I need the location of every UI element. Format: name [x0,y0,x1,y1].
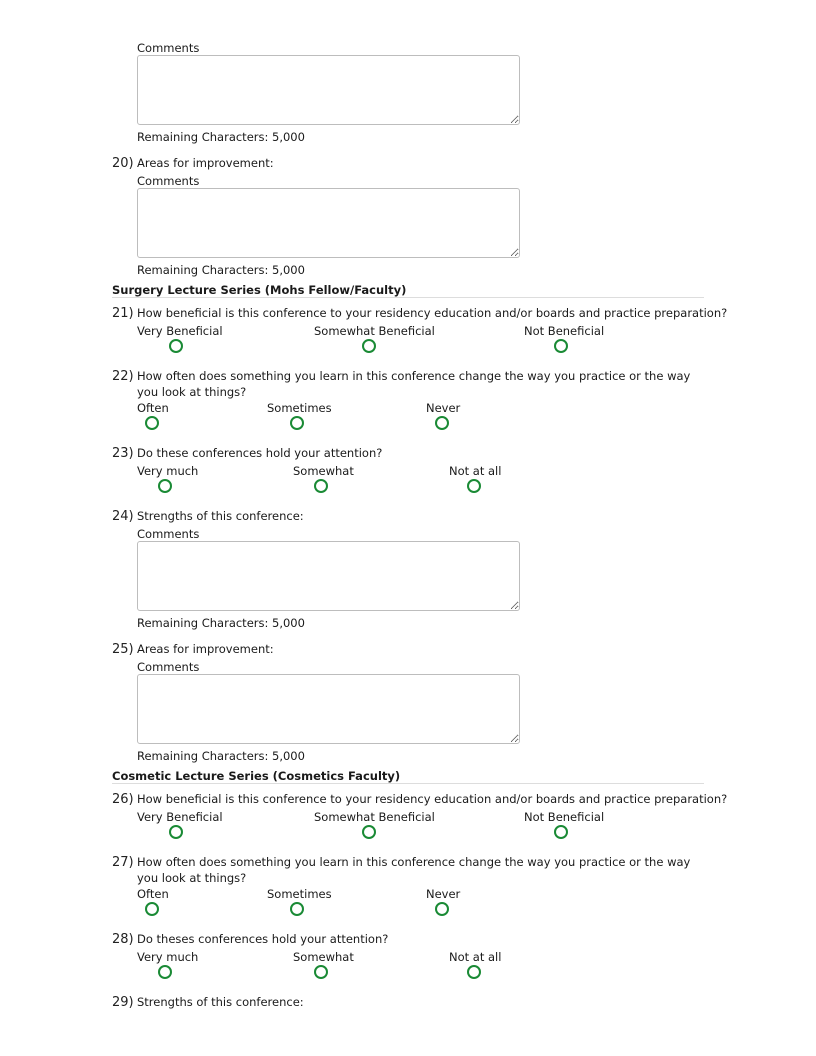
q23-radio-very-much[interactable] [158,479,172,493]
q28-option-label-1: Very much [137,950,199,964]
q27-radio-sometimes[interactable] [290,902,304,916]
q22-option-label-1: Often [137,401,169,415]
q23-option-label-1: Very much [137,464,199,478]
q23-text: Do these conferences hold your attention? [137,446,383,460]
q27-radio-often[interactable] [145,902,159,916]
section-divider [112,783,704,784]
q28-radio-somewhat[interactable] [314,965,328,979]
q24-number: 24) [112,509,134,524]
q25-comments-textarea[interactable] [137,674,520,744]
remaining-characters: Remaining Characters: 5,000 [137,130,305,144]
q20-number: 20) [112,156,134,171]
q23-radio-somewhat[interactable] [314,479,328,493]
q26-text: How beneficial is this conference to your residency education and/or boards and practice preparation? [137,792,728,806]
q21-radio-somewhat-beneficial[interactable] [362,339,376,353]
remaining-characters: Remaining Characters: 5,000 [137,263,305,277]
q23-radio-not-at-all[interactable] [467,479,481,493]
q23-number: 23) [112,446,134,461]
comments-label: Comments [137,527,200,541]
q27-option-label-1: Often [137,887,169,901]
q29-text: Strengths of this conference: [137,995,304,1009]
q25-text: Areas for improvement: [137,642,274,656]
q26-radio-very-beneficial[interactable] [169,825,183,839]
comments-label: Comments [137,41,200,55]
q28-radio-very-much[interactable] [158,965,172,979]
q24-text: Strengths of this conference: [137,509,304,523]
q26-radio-somewhat-beneficial[interactable] [362,825,376,839]
q21-option-label-2: Somewhat Beneficial [314,324,435,338]
q21-radio-not-beneficial[interactable] [554,339,568,353]
q28-text: Do theses conferences hold your attention? [137,932,389,946]
q22-option-label-2: Sometimes [267,401,332,415]
q22-number: 22) [112,369,134,384]
q21-radio-very-beneficial[interactable] [169,339,183,353]
q21-text: How beneficial is this conference to your residency education and/or boards and practice preparation? [137,306,728,320]
comments-label: Comments [137,660,200,674]
remaining-characters: Remaining Characters: 5,000 [137,749,305,763]
q26-option-label-3: Not Beneficial [524,810,605,824]
q22-option-label-3: Never [426,401,461,415]
q22-radio-often[interactable] [145,416,159,430]
q27-text: How often does something you learn in this conference change the way you practice or the way you look at things? [137,855,691,885]
q28-option-label-3: Not at all [449,950,502,964]
q22-radio-never[interactable] [435,416,449,430]
q28-number: 28) [112,932,134,947]
q24-comments-textarea[interactable] [137,541,520,611]
q27-option-label-2: Sometimes [267,887,332,901]
q20-text: Areas for improvement: [137,156,274,170]
q27-option-label-3: Never [426,887,461,901]
q27-radio-never[interactable] [435,902,449,916]
q19-comments-textarea[interactable] [137,55,520,125]
q28-radio-not-at-all[interactable] [467,965,481,979]
q26-number: 26) [112,792,134,807]
q20-comments-textarea[interactable] [137,188,520,258]
q21-number: 21) [112,306,134,321]
q28-option-label-2: Somewhat [293,950,354,964]
q21-option-label-3: Not Beneficial [524,324,605,338]
q26-option-label-2: Somewhat Beneficial [314,810,435,824]
comments-label: Comments [137,174,200,188]
remaining-characters: Remaining Characters: 5,000 [137,616,305,630]
section-title-cosmetic: Cosmetic Lecture Series (Cosmetics Faculty) [112,769,401,783]
q22-text: How often does something you learn in this conference change the way you practice or the way you look at things? [137,369,691,399]
q26-option-label-1: Very Beneficial [137,810,223,824]
q22-radio-sometimes[interactable] [290,416,304,430]
q26-radio-not-beneficial[interactable] [554,825,568,839]
q29-number: 29) [112,995,134,1010]
q27-number: 27) [112,855,134,870]
section-divider [112,297,704,298]
section-title-surgery: Surgery Lecture Series (Mohs Fellow/Faculty) [112,283,407,297]
q23-option-label-3: Not at all [449,464,502,478]
q21-option-label-1: Very Beneficial [137,324,223,338]
q23-option-label-2: Somewhat [293,464,354,478]
q25-number: 25) [112,642,134,657]
